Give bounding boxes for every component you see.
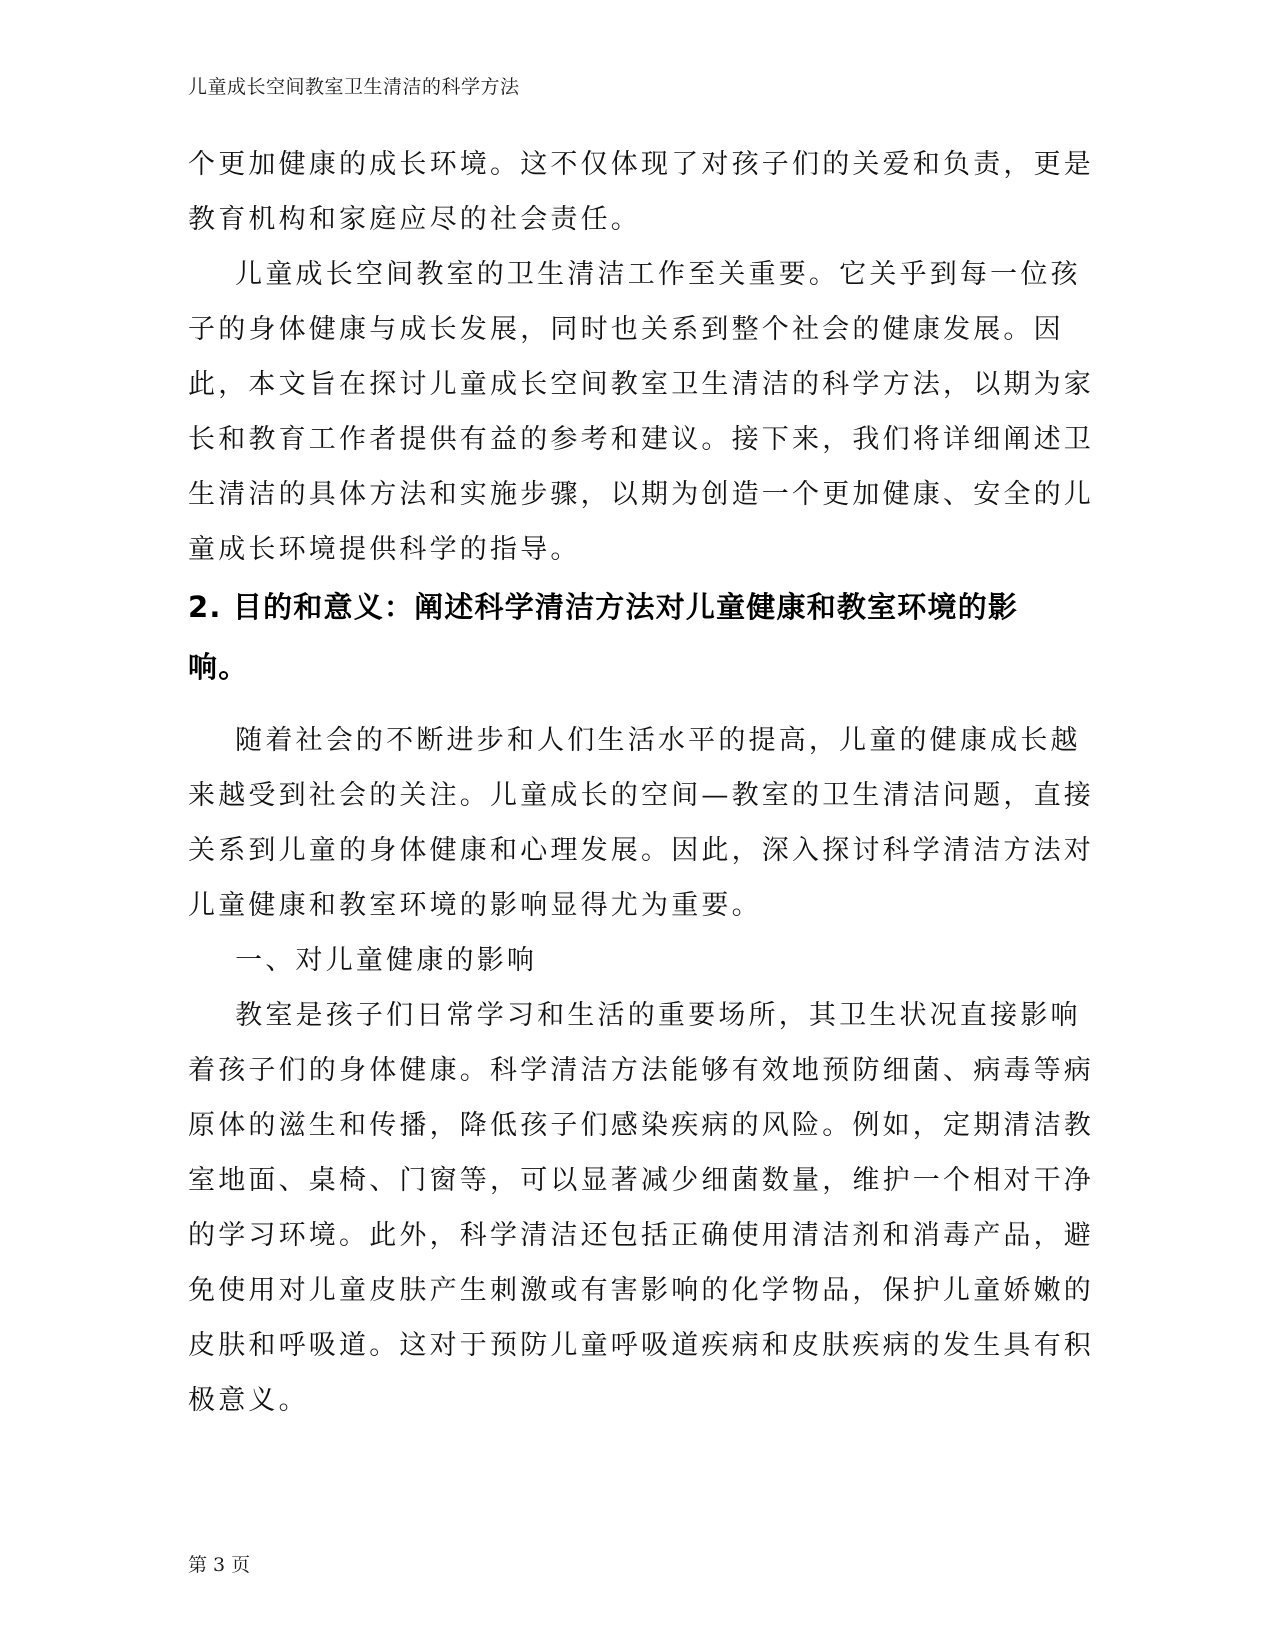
text-line: 原体的滋生和传播，降低孩子们感染疾病的风险。例如，定期清洁教 [188, 1110, 1094, 1141]
text-line: 关系到儿童的身体健康和心理发展。因此，深入探讨科学清洁方法对 [188, 835, 1094, 866]
paragraph-health-impact [188, 988, 1094, 1428]
text-line: 此，本文旨在探讨儿童成长空间教室卫生清洁的科学方法，以期为家 [188, 369, 1094, 400]
paragraph-continuation [188, 137, 1094, 247]
paragraph-intro [188, 247, 1094, 577]
text-line: 童成长环境提供科学的指导。 [188, 534, 581, 565]
text-line: 随着社会的不断进步和人们生活水平的提高，儿童的健康成长越 [188, 725, 1081, 756]
paragraph-context [188, 713, 1094, 933]
text-line: 来越受到社会的关注。儿童成长的空间—教室的卫生清洁问题，直接 [188, 780, 1094, 811]
text-line: 皮肤和呼吸道。这对于预防儿童呼吸道疾病和皮肤疾病的发生具有积 [188, 1330, 1094, 1361]
text-line: 生清洁的具体方法和实施步骤，以期为创造一个更加健康、安全的儿 [188, 479, 1094, 510]
text-line: 长和教育工作者提供有益的参考和建议。接下来，我们将详细阐述卫 [188, 424, 1094, 455]
text-line: 儿童健康和教室环境的影响显得尤为重要。 [188, 890, 762, 921]
section-heading [188, 577, 1080, 697]
text-line: 极意义。 [188, 1385, 309, 1416]
text-line: 的学习环境。此外，科学清洁还包括正确使用清洁剂和消毒产品，避 [188, 1220, 1094, 1251]
heading-line: 2. 目的和意义：阐述科学清洁方法对儿童健康和教室环境的影 [188, 590, 1019, 624]
text-line: 着孩子们的身体健康。科学清洁方法能够有效地预防细菌、病毒等病 [188, 1055, 1094, 1086]
text-line: 教育机构和家庭应尽的社会责任。 [188, 204, 641, 235]
page-number: 第 3 页 [188, 1554, 251, 1576]
heading-line: 响。 [188, 650, 249, 684]
text-line: 个更加健康的成长环境。这不仅体现了对孩子们的关爱和负责，更是 [188, 149, 1094, 180]
page-header-title: 儿童成长空间教室卫生清洁的科学方法 [188, 76, 520, 98]
document-body [188, 137, 1094, 1428]
subsection-heading: 一、对儿童健康的影响 [188, 945, 538, 976]
text-line: 教室是孩子们日常学习和生活的重要场所，其卫生状况直接影响 [188, 1000, 1081, 1031]
text-line: 免使用对儿童皮肤产生刺激或有害影响的化学物品，保护儿童娇嫩的 [188, 1275, 1094, 1306]
text-line: 儿童成长空间教室的卫生清洁工作至关重要。它关乎到每一位孩 [188, 259, 1081, 290]
text-line: 子的身体健康与成长发展，同时也关系到整个社会的健康发展。因 [188, 314, 1064, 345]
text-line: 室地面、桌椅、门窗等，可以显著减少细菌数量，维护一个相对干净 [188, 1165, 1094, 1196]
